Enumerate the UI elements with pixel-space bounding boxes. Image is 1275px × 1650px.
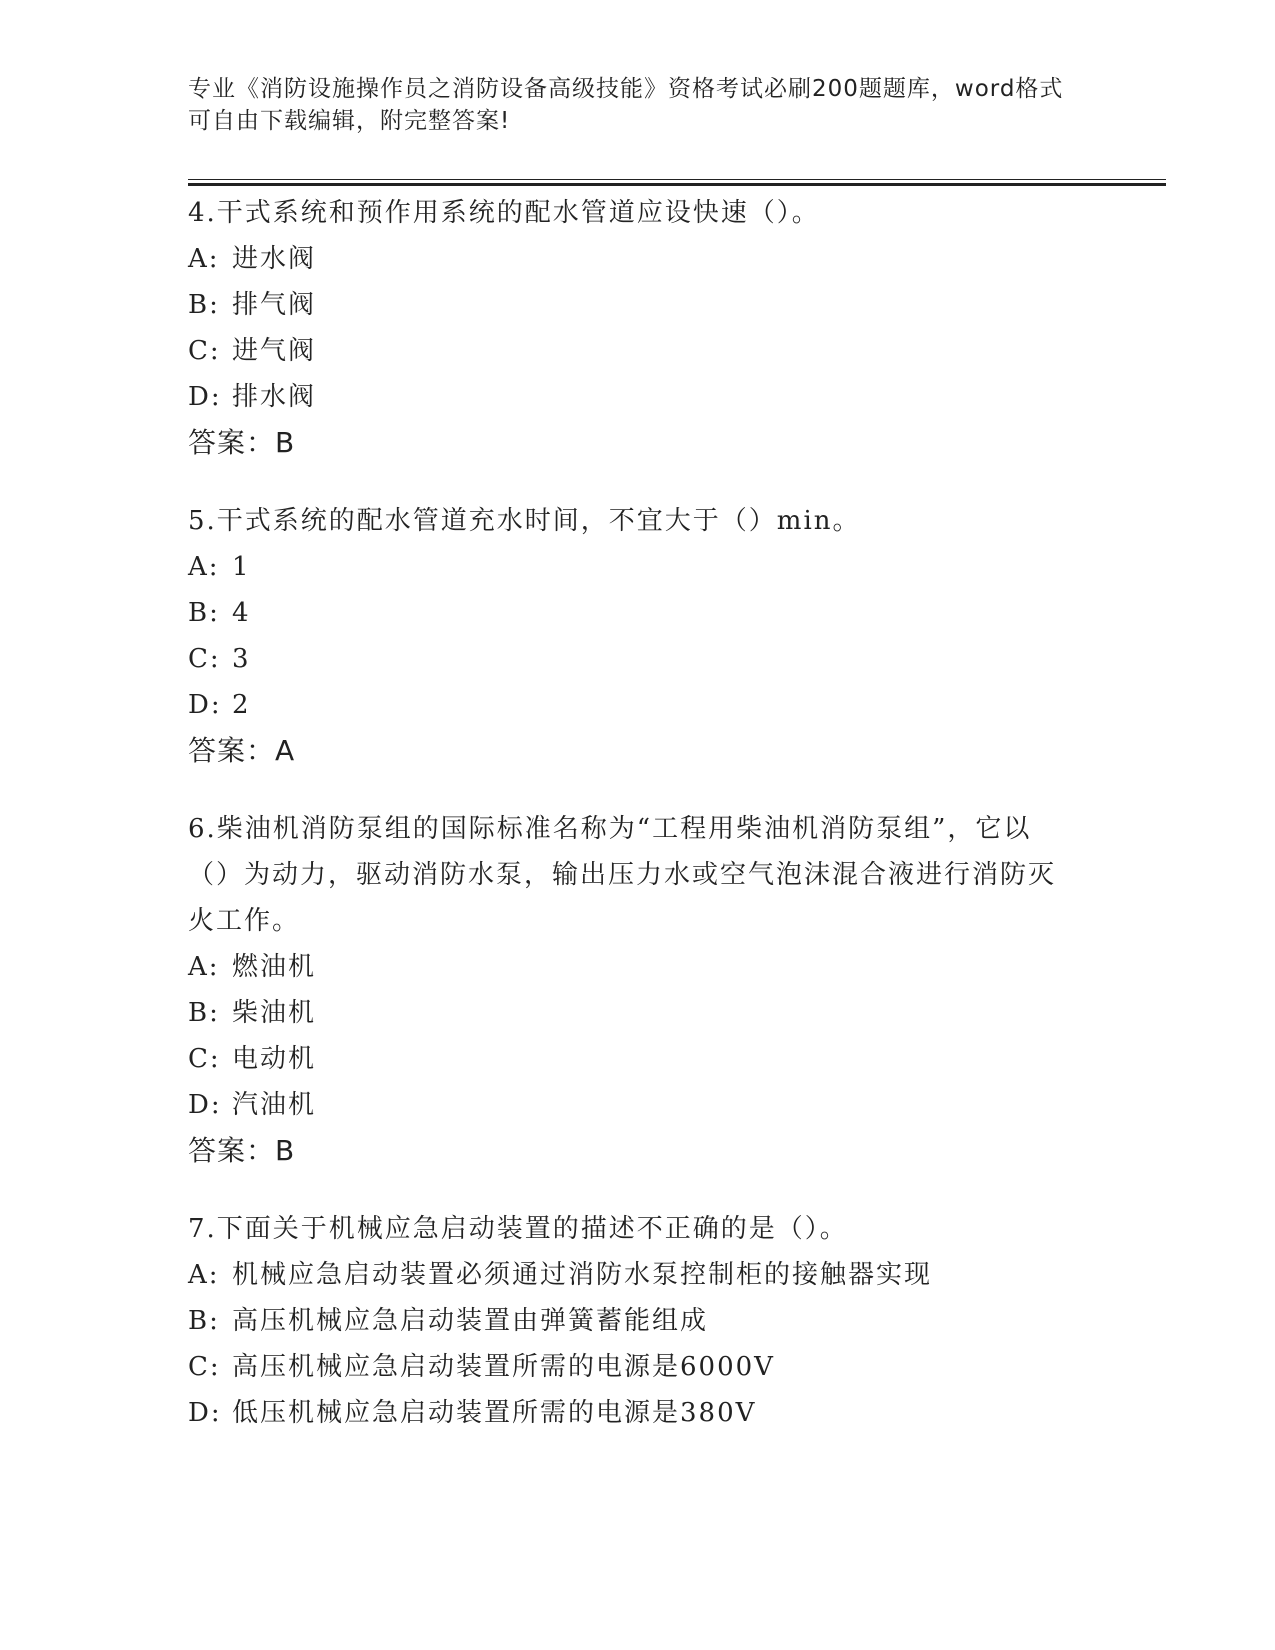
option-letter: B: <box>188 998 220 1028</box>
option-text: 汽油机 <box>232 1090 317 1120</box>
option-letter: A: <box>188 552 220 582</box>
question-6 <box>188 806 1068 1174</box>
option-letter: C: <box>188 1044 221 1074</box>
option-letter: A: <box>188 952 220 982</box>
option-letter: C: <box>188 644 221 674</box>
question-5 <box>188 498 1068 774</box>
option-text: 4 <box>232 598 251 628</box>
option-text: 机械应急启动装置必须通过消防水泵控制柜的接触器实现 <box>232 1260 933 1290</box>
answer-line: 答案：B <box>188 1134 296 1167</box>
option-d <box>188 1082 1068 1128</box>
option-c <box>188 1344 1068 1390</box>
option-a <box>188 544 1068 590</box>
option-text: 燃油机 <box>232 952 317 982</box>
option-c <box>188 636 1068 682</box>
option-text: 1 <box>232 552 251 582</box>
option-text: 2 <box>232 690 251 720</box>
question-stem: 5.干式系统的配水管道充水时间，不宜大于（）min。 <box>188 506 861 536</box>
question-7 <box>188 1206 1068 1436</box>
option-a <box>188 944 1068 990</box>
question-4 <box>188 190 1068 466</box>
question-stem: 6.柴油机消防泵组的国际标准名称为“工程用柴油机消防泵组”，它以（）为动力，驱动消防水泵，输出压力水或空气泡沫混合液进行消防灭火工作。 <box>188 814 1057 936</box>
option-b <box>188 590 1068 636</box>
option-b <box>188 282 1068 328</box>
option-text: 低压机械应急启动装置所需的电源是380V <box>232 1398 757 1428</box>
option-letter: D: <box>188 1398 222 1428</box>
option-text: 电动机 <box>232 1044 317 1074</box>
option-text: 柴油机 <box>232 998 317 1028</box>
option-b <box>188 990 1068 1036</box>
option-d <box>188 682 1068 728</box>
option-text: 进气阀 <box>232 336 317 366</box>
option-letter: B: <box>188 1306 220 1336</box>
option-letter: C: <box>188 1352 221 1382</box>
option-b <box>188 1298 1068 1344</box>
document-intro: 专业《消防设施操作员之消防设备高级技能》资格考试必刷200题题库，word格式可自由下载编辑，附完整答案! <box>188 76 1064 134</box>
option-text: 排气阀 <box>232 290 317 320</box>
answer-line: 答案：A <box>188 734 296 767</box>
option-letter: D: <box>188 382 222 412</box>
question-stem: 7.下面关于机械应急启动装置的描述不正确的是（）。 <box>188 1214 848 1244</box>
option-letter: A: <box>188 244 220 274</box>
option-letter: D: <box>188 690 222 720</box>
header-divider-thick <box>188 183 1166 186</box>
option-letter: B: <box>188 598 220 628</box>
option-text: 高压机械应急启动装置由弹簧蓄能组成 <box>232 1306 709 1336</box>
option-text: 排水阀 <box>232 382 317 412</box>
option-letter: D: <box>188 1090 222 1120</box>
answer-line: 答案：B <box>188 426 296 459</box>
option-text: 进水阀 <box>232 244 317 274</box>
option-text: 高压机械应急启动装置所需的电源是6000V <box>232 1352 775 1382</box>
header-divider-thin <box>188 179 1166 180</box>
option-a <box>188 1252 1068 1298</box>
option-d <box>188 374 1068 420</box>
option-d <box>188 1390 1068 1436</box>
option-a <box>188 236 1068 282</box>
option-c <box>188 1036 1068 1082</box>
option-letter: C: <box>188 336 221 366</box>
option-letter: B: <box>188 290 220 320</box>
option-letter: A: <box>188 1260 220 1290</box>
question-list <box>188 190 1068 1468</box>
question-stem: 4.干式系统和预作用系统的配水管道应设快速（）。 <box>188 198 820 228</box>
option-text: 3 <box>232 644 251 674</box>
option-c <box>188 328 1068 374</box>
